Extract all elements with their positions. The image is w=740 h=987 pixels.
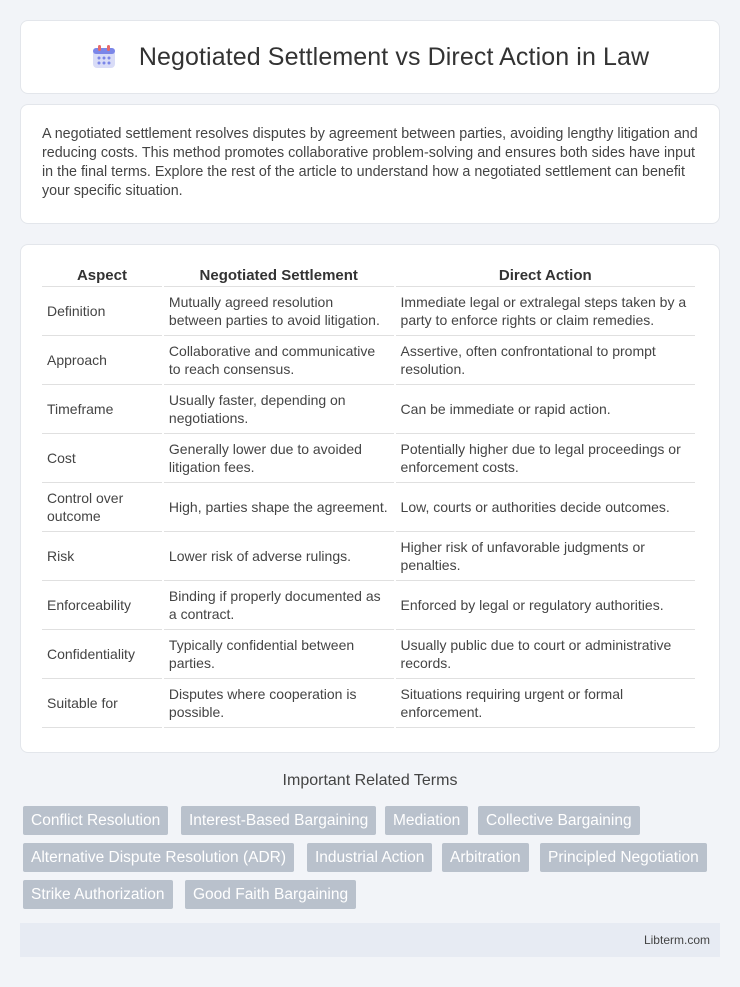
footer-link[interactable]: Libterm.com [643,933,710,947]
header-card [20,20,720,94]
comparison-table [40,263,697,728]
table-row [42,483,695,532]
cell-negotiated-settlement: Collaborative and communicative to reach consensus. [164,336,394,385]
table-row [42,679,695,728]
cell-aspect: Enforceability [42,581,162,630]
related-term-tag[interactable]: Arbitration [442,843,529,872]
cell-direct-action: Low, courts or authorities decide outcomes. [396,483,695,532]
cell-direct-action: Immediate legal or extralegal steps taken by a party to enforce rights or claim remedies. [396,287,695,336]
related-term-tag[interactable]: Mediation [385,806,468,835]
table-row [42,385,695,434]
related-term-tag[interactable]: Conflict Resolution [23,806,168,835]
table-row [42,630,695,679]
table-row [42,532,695,581]
cell-aspect: Control over outcome [42,483,162,532]
table-row [42,434,695,483]
intro-card [20,104,720,224]
cell-negotiated-settlement: Disputes where cooperation is possible. [164,679,394,728]
cell-direct-action: Potentially higher due to legal proceedings or enforcement costs. [396,434,695,483]
header-aspect: Aspect [42,263,162,287]
table-row [42,336,695,385]
page-title: Negotiated Settlement vs Direct Action in Law [138,42,650,71]
cell-negotiated-settlement: Typically confidential between parties. [164,630,394,679]
cell-negotiated-settlement: Binding if properly documented as a contract. [164,581,394,630]
cell-aspect: Cost [42,434,162,483]
cell-aspect: Confidentiality [42,630,162,679]
related-term-tag[interactable]: Principled Negotiation [540,843,707,872]
cell-negotiated-settlement: Lower risk of adverse rulings. [164,532,394,581]
cell-direct-action: Can be immediate or rapid action. [396,385,695,434]
footer [20,923,720,957]
related-term-tag[interactable]: Strike Authorization [23,880,173,909]
related-term-tag[interactable]: Good Faith Bargaining [185,880,356,909]
cell-negotiated-settlement: High, parties shape the agreement. [164,483,394,532]
table-header-row [42,263,695,287]
related-term-tag[interactable]: Interest-Based Bargaining [181,806,376,835]
header-negotiated-settlement: Negotiated Settlement [164,263,394,287]
cell-negotiated-settlement: Usually faster, depending on negotiations. [164,385,394,434]
cell-aspect: Timeframe [42,385,162,434]
cell-aspect: Approach [42,336,162,385]
cell-direct-action: Assertive, often confrontational to prompt resolution. [396,336,695,385]
calendar-icon [91,44,117,70]
related-term-tag[interactable]: Alternative Dispute Resolution (ADR) [23,843,294,872]
cell-direct-action: Enforced by legal or regulatory authorities. [396,581,695,630]
table-row [42,287,695,336]
comparison-card [20,244,720,753]
cell-direct-action: Situations requiring urgent or formal enforcement. [396,679,695,728]
cell-negotiated-settlement: Generally lower due to avoided litigation fees. [164,434,394,483]
cell-aspect: Definition [42,287,162,336]
cell-aspect: Risk [42,532,162,581]
cell-direct-action: Usually public due to court or administrative records. [396,630,695,679]
cell-direct-action: Higher risk of unfavorable judgments or penalties. [396,532,695,581]
cell-negotiated-settlement: Mutually agreed resolution between parties to avoid litigation. [164,287,394,336]
table-row [42,581,695,630]
related-term-tag[interactable]: Collective Bargaining [478,806,640,835]
related-terms-title: Important Related Terms [282,772,458,789]
header-direct-action: Direct Action [396,263,695,287]
related-term-tag[interactable]: Industrial Action [307,843,432,872]
cell-aspect: Suitable for [42,679,162,728]
intro-text: A negotiated settlement resolves disputes by agreement between parties, avoiding lengthy litigation and reducing costs. This method promotes collaborative problem-solving and ensures both sides have input in the final terms. Explore the rest of the article to understand how a negotiated settlement can benefit your specific situation. [42,126,698,199]
